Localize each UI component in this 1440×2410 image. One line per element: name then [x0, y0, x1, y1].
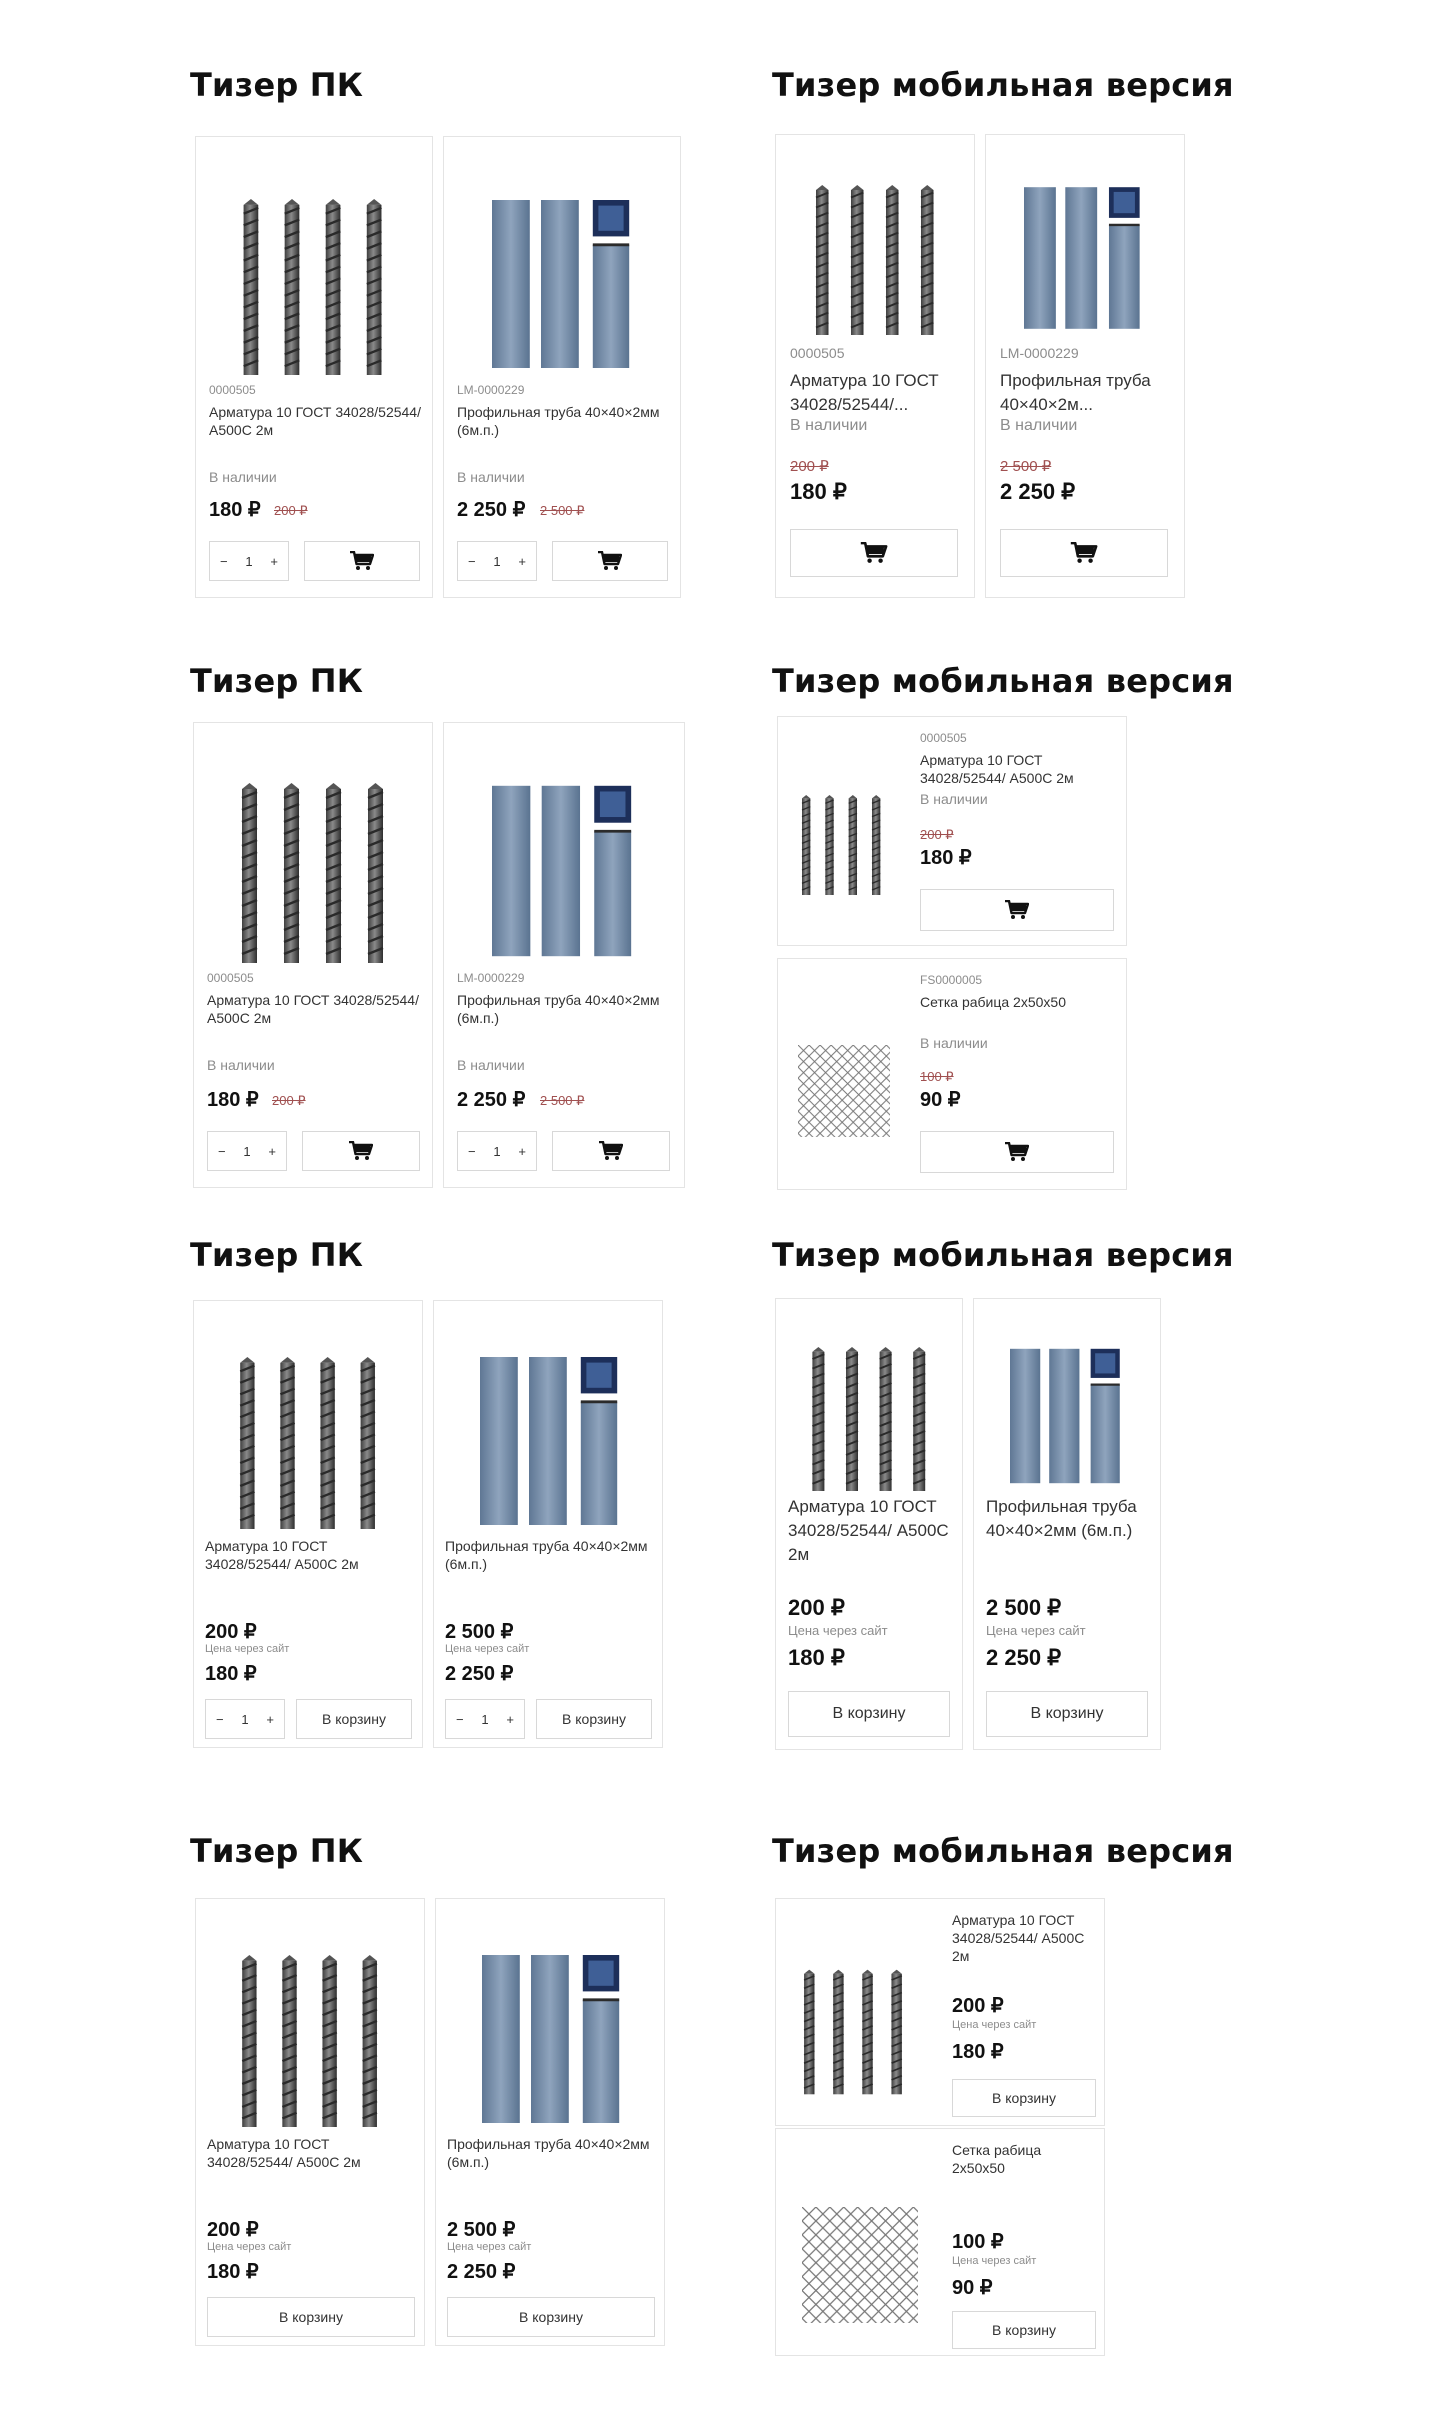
site-price: 180 ₽	[952, 2041, 1004, 2063]
site-price-label: Цена через сайт	[205, 1643, 290, 1655]
product-name[interactable]: Сетка рабица 2х50х50	[952, 2142, 1042, 2176]
rebar-image[interactable]	[234, 1357, 384, 1529]
availability-status: В наличии	[207, 1057, 275, 1073]
quantity-value[interactable]: 1	[243, 1143, 251, 1159]
product-name[interactable]: Сетка рабица 2х50х50	[920, 994, 1066, 1010]
chain-link-mesh-image[interactable]	[802, 2207, 918, 2323]
profile-pipe-image[interactable]	[480, 1351, 620, 1531]
profile-pipe-image[interactable]	[492, 779, 634, 963]
section-4-mobile-heading: Тизер мобильная версия	[772, 1832, 1234, 1870]
base-price: 200 ₽	[952, 1995, 1004, 2017]
product-code: LM-0000229	[457, 383, 525, 397]
quantity-stepper[interactable]	[457, 541, 537, 581]
cart-icon	[1005, 1142, 1029, 1162]
profile-pipe-image[interactable]	[492, 193, 632, 375]
availability-status: В наличии	[790, 417, 868, 434]
profile-pipe-image[interactable]	[482, 1949, 622, 2129]
site-price-label: Цена через сайт	[952, 2019, 1037, 2031]
product-card-rebar[interactable]	[195, 136, 433, 598]
site-price-label: Цена через сайт	[447, 2241, 532, 2253]
add-to-cart-button[interactable]	[552, 541, 668, 581]
quantity-value[interactable]: 1	[493, 1143, 501, 1159]
quantity-minus-button[interactable]: −	[218, 1143, 226, 1159]
product-code: 0000505	[920, 731, 967, 745]
rebar-image[interactable]	[239, 783, 389, 963]
quantity-value[interactable]: 1	[481, 1711, 489, 1727]
product-name[interactable]: Арматура 10 ГОСТ 34028/52544/ А500С 2м	[920, 752, 1074, 786]
product-card-rebar[interactable]	[193, 1300, 423, 1748]
section-3-mobile-heading: Тизер мобильная версия	[772, 1236, 1234, 1274]
availability-status: В наличии	[209, 469, 277, 485]
add-to-cart-button[interactable]	[304, 541, 420, 581]
add-to-cart-button[interactable]	[920, 1131, 1114, 1173]
product-card-pipe[interactable]	[443, 722, 685, 1188]
availability-status: В наличии	[457, 1057, 525, 1073]
product-name[interactable]: Профильная труба 40×40×2мм (6м.п.)	[445, 1538, 648, 1572]
quantity-minus-button[interactable]: −	[456, 1711, 464, 1727]
current-price: 2 250 ₽	[1000, 479, 1076, 504]
cart-icon	[1070, 542, 1098, 564]
add-to-cart-button[interactable]: В корзину	[788, 1691, 950, 1737]
product-name[interactable]: Профильная труба 40×40×2мм (6м.п.)	[457, 404, 660, 438]
add-to-cart-button[interactable]: В корзину	[952, 2079, 1096, 2117]
rebar-image[interactable]	[236, 1955, 386, 2127]
product-name[interactable]: Профильная труба 40×40×2мм (6м.п.)	[457, 992, 660, 1026]
section-3-pc-heading: Тизер ПК	[190, 1236, 364, 1274]
product-card-pipe[interactable]	[435, 1898, 665, 2346]
base-price: 100 ₽	[952, 2231, 1004, 2253]
quantity-stepper[interactable]	[209, 541, 289, 581]
product-name[interactable]: Арматура 10 ГОСТ 34028/52544/ А500С 2м	[207, 992, 419, 1026]
current-price: 90 ₽	[920, 1089, 961, 1111]
rebar-image[interactable]	[239, 199, 389, 375]
mobile-product-card-pipe[interactable]	[985, 134, 1185, 598]
base-price: 200 ₽	[207, 2219, 259, 2241]
product-code: FS0000005	[920, 973, 983, 987]
product-card-pipe[interactable]	[443, 136, 681, 598]
old-price: 2 500 ₽	[1000, 458, 1052, 475]
product-name[interactable]: Арматура 10 ГОСТ 34028/52544/ А500С 2м	[952, 1912, 1085, 1964]
quantity-plus-button[interactable]: +	[506, 1711, 514, 1727]
product-name[interactable]: Профильная труба 40×40×2мм (6м.п.)	[447, 2136, 650, 2170]
site-price-label: Цена через сайт	[445, 1643, 530, 1655]
quantity-plus-button[interactable]: +	[270, 553, 278, 569]
section-1-mobile-heading: Тизер мобильная версия	[772, 66, 1234, 104]
site-price: 2 250 ₽	[445, 1663, 514, 1685]
base-price: 200 ₽	[205, 1621, 257, 1643]
mobile-product-card-rebar[interactable]	[775, 134, 975, 598]
base-price: 2 500 ₽	[986, 1595, 1062, 1620]
cart-icon	[1005, 900, 1029, 920]
quantity-value[interactable]: 1	[245, 553, 253, 569]
product-name[interactable]: Арматура 10 ГОСТ 34028/52544/ А500С 2м	[788, 1497, 949, 1564]
add-to-cart-button[interactable]	[920, 889, 1114, 931]
add-to-cart-button[interactable]: В корзину	[207, 2297, 415, 2337]
site-price: 2 250 ₽	[986, 1645, 1062, 1670]
site-price-label: Цена через сайт	[952, 2255, 1037, 2267]
add-to-cart-button[interactable]: В корзину	[536, 1699, 652, 1739]
add-to-cart-button[interactable]	[790, 529, 958, 577]
product-card-pipe[interactable]	[433, 1300, 663, 1748]
rebar-image[interactable]	[802, 1347, 938, 1491]
section-2-mobile-heading: Тизер мобильная версия	[772, 662, 1234, 700]
current-price: 180 ₽	[790, 479, 847, 504]
availability-status: В наличии	[920, 1035, 988, 1051]
current-price: 180 ₽	[207, 1089, 259, 1111]
product-code: LM-0000229	[457, 971, 525, 985]
old-price: 200 ₽	[272, 1093, 306, 1108]
quantity-plus-button[interactable]: +	[268, 1143, 276, 1159]
cart-icon	[599, 1141, 623, 1161]
rebar-image[interactable]	[798, 795, 886, 895]
product-name[interactable]: Арматура 10 ГОСТ 34028/52544/ А500С 2м	[207, 2136, 361, 2170]
rebar-image[interactable]	[802, 1969, 906, 2095]
current-price: 180 ₽	[209, 499, 261, 521]
site-price-label: Цена через сайт	[207, 2241, 292, 2253]
site-price: 180 ₽	[207, 2261, 259, 2283]
old-price: 200 ₽	[920, 827, 954, 842]
profile-pipe-image[interactable]	[1024, 179, 1142, 337]
cart-icon	[349, 1141, 373, 1161]
add-to-cart-button[interactable]: В корзину	[986, 1691, 1148, 1737]
section-1-pc-heading: Тизер ПК	[190, 66, 364, 104]
cart-icon	[598, 551, 622, 571]
old-price: 2 500 ₽	[540, 1093, 585, 1108]
mobile-list-card-mesh[interactable]	[775, 2128, 1105, 2356]
add-to-cart-button[interactable]	[1000, 529, 1168, 577]
cart-icon	[350, 551, 374, 571]
old-price: 200 ₽	[790, 458, 829, 475]
base-price: 2 500 ₽	[447, 2219, 516, 2241]
chain-link-mesh-image[interactable]	[798, 1045, 890, 1137]
profile-pipe-image[interactable]	[1010, 1341, 1122, 1491]
site-price: 90 ₽	[952, 2277, 993, 2299]
current-price: 2 250 ₽	[457, 499, 526, 521]
old-price: 200 ₽	[274, 503, 308, 518]
section-4-pc-heading: Тизер ПК	[190, 1832, 364, 1870]
current-price: 2 250 ₽	[457, 1089, 526, 1111]
product-code: 0000505	[207, 971, 254, 985]
add-to-cart-button[interactable]: В корзину	[952, 2311, 1096, 2349]
product-card-rebar[interactable]	[193, 722, 433, 1188]
add-to-cart-button[interactable]	[302, 1131, 420, 1171]
section-2-pc-heading: Тизер ПК	[190, 662, 364, 700]
add-to-cart-button[interactable]: В корзину	[296, 1699, 412, 1739]
quantity-value[interactable]: 1	[241, 1711, 249, 1727]
add-to-cart-button[interactable]	[552, 1131, 670, 1171]
product-name[interactable]: Профильная труба 40×40×2м...	[1000, 371, 1151, 414]
quantity-plus-button[interactable]: +	[266, 1711, 274, 1727]
rebar-image[interactable]	[806, 185, 946, 335]
quantity-value[interactable]: 1	[493, 553, 501, 569]
mobile-list-card-mesh[interactable]	[777, 958, 1127, 1190]
mobile-product-card-rebar[interactable]	[775, 1298, 963, 1750]
site-price-label: Цена через сайт	[788, 1623, 888, 1638]
mobile-product-card-pipe[interactable]	[973, 1298, 1161, 1750]
availability-status: В наличии	[457, 469, 525, 485]
quantity-plus-button[interactable]: +	[518, 553, 526, 569]
availability-status: В наличии	[920, 791, 988, 807]
product-name[interactable]: Арматура 10 ГОСТ 34028/52544/ А500С 2м	[205, 1538, 359, 1572]
availability-status: В наличии	[1000, 417, 1078, 434]
quantity-stepper[interactable]	[457, 1131, 537, 1171]
site-price: 180 ₽	[205, 1663, 257, 1685]
quantity-stepper[interactable]	[207, 1131, 287, 1171]
site-price-label: Цена через сайт	[986, 1623, 1086, 1638]
current-price: 180 ₽	[920, 847, 972, 869]
product-name[interactable]: Арматура 10 ГОСТ 34028/52544/ А500С 2м	[209, 404, 421, 438]
mobile-list-card-rebar[interactable]	[777, 716, 1127, 946]
base-price: 200 ₽	[788, 1595, 845, 1620]
site-price: 180 ₽	[788, 1645, 845, 1670]
cart-icon	[860, 542, 888, 564]
base-price: 2 500 ₽	[445, 1621, 514, 1643]
site-price: 2 250 ₽	[447, 2261, 516, 2283]
quantity-plus-button[interactable]: +	[518, 1143, 526, 1159]
quantity-stepper[interactable]	[445, 1699, 525, 1739]
quantity-minus-button[interactable]: −	[468, 1143, 476, 1159]
quantity-minus-button[interactable]: −	[216, 1711, 224, 1727]
quantity-minus-button[interactable]: −	[468, 553, 476, 569]
product-name[interactable]: Арматура 10 ГОСТ 34028/52544/...	[790, 371, 939, 414]
product-code: 0000505	[209, 383, 256, 397]
product-name[interactable]: Профильная труба 40×40×2мм (6м.п.)	[986, 1497, 1137, 1540]
product-code: LM-0000229	[1000, 345, 1079, 361]
product-code: 0000505	[790, 345, 845, 361]
mobile-list-card-rebar[interactable]	[775, 1898, 1105, 2126]
old-price: 2 500 ₽	[540, 503, 585, 518]
old-price: 100 ₽	[920, 1069, 954, 1084]
add-to-cart-button[interactable]: В корзину	[447, 2297, 655, 2337]
quantity-minus-button[interactable]: −	[220, 553, 228, 569]
product-card-rebar[interactable]	[195, 1898, 425, 2346]
quantity-stepper[interactable]	[205, 1699, 285, 1739]
